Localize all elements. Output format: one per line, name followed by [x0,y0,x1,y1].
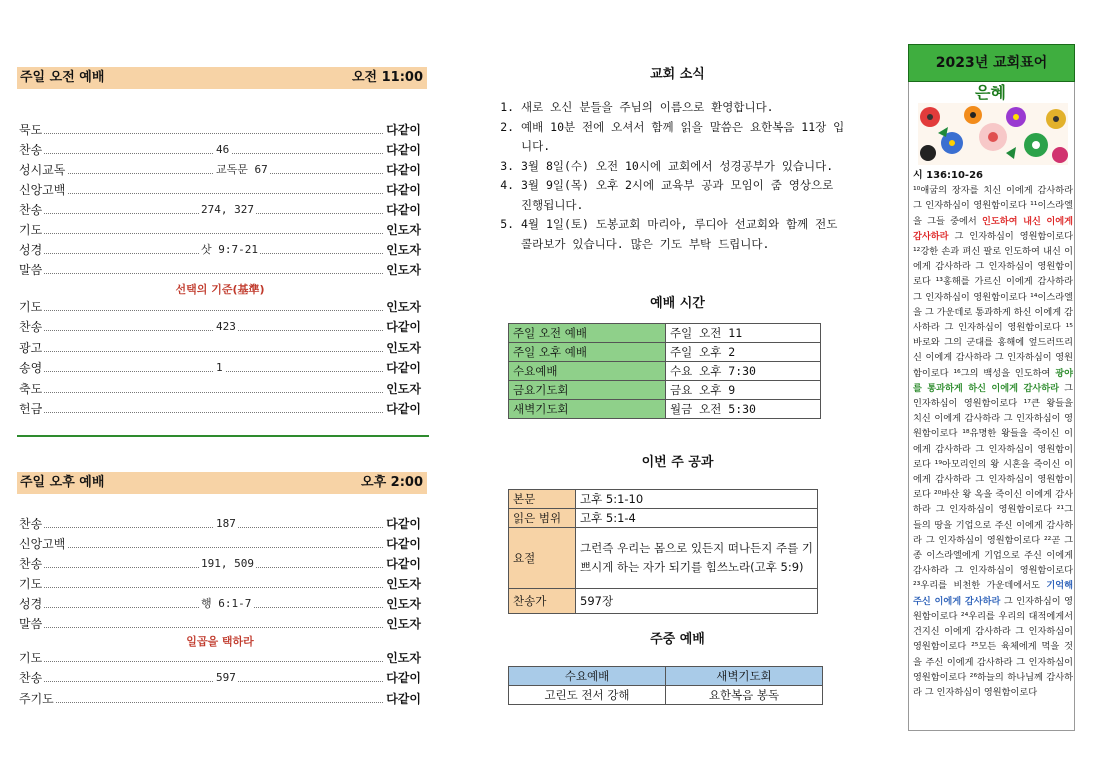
dot-leader [19,193,421,194]
worship-times-table [508,323,821,419]
afternoon-row [19,534,421,554]
order-item-name: 성시교독 [19,160,67,180]
afternoon-service-time: 오후 2:00 [361,475,423,490]
lesson-label: 요절 [509,528,576,589]
lesson-row [509,528,818,589]
psalm-highlight: 기억해 주신 이에게 감사하라 [913,580,1073,607]
time-label: 주일 오전 예배 [509,324,666,343]
morning-row [19,358,421,378]
afternoon-row [19,668,421,688]
morning-service-header [17,67,427,89]
order-item-leader: 인도자 [384,240,421,260]
order-item-name: 기도 [19,574,44,594]
lesson-title: 이번 주 공과 [641,455,714,470]
time-value: 금요 오후 9 [666,381,821,400]
lesson-row [509,490,818,509]
afternoon-row [19,574,421,594]
order-item-name: 묵도 [19,120,44,140]
order-item-leader: 다같이 [384,120,421,140]
lesson-label: 본문 [509,490,576,509]
morning-row [19,379,421,399]
order-item-leader: 다같이 [384,514,421,534]
order-item-name: 신앙고백 [19,180,67,200]
order-item-name: 찬송 [19,668,44,688]
section-divider [17,435,429,437]
news-list [505,98,850,254]
morning-row [19,180,421,200]
morning-row [19,200,421,220]
order-item-leader: 인도자 [384,220,421,240]
order-item-name: 찬송 [19,200,44,220]
order-item-leader: 다같이 [384,160,421,180]
order-item-detail: 187 [214,514,238,534]
morning-row [19,297,421,317]
flower-illustration [918,103,1068,165]
morning-service-time: 오전 11:00 [351,70,423,85]
lesson-table [508,489,818,614]
order-item-leader: 다같이 [384,140,421,160]
psalm-reference: 시 136:10-26 [913,170,983,181]
time-row [509,343,821,362]
order-item-detail: 46 [214,140,231,160]
time-row [509,400,821,419]
weekday-head-dawn: 새벽기도회 [666,667,823,686]
order-item-leader: 인도자 [384,379,421,399]
dot-leader [19,310,421,311]
order-item-name: 성경 [19,240,44,260]
order-item-leader: 다같이 [384,180,421,200]
dot-leader [19,392,421,393]
order-item-name: 찬송 [19,140,44,160]
lesson-value: 597장 [576,589,818,614]
order-item-leader: 인도자 [384,338,421,358]
motto-word: 은혜 [975,83,1006,102]
lesson-label: 찬송가 [509,589,576,614]
order-item-leader: 다같이 [384,200,421,220]
dot-leader [19,661,421,662]
afternoon-sermon-title: 일곱을 택하라 [186,635,254,648]
order-item-detail: 597 [214,668,238,688]
psalm-segment: ¹⁰애굽의 장자를 치신 이에게 감사하라 그 인자하심이 영원함이로다 ¹¹이스라엘을 그들 중에서 [913,185,1073,227]
weekday-body-wed: 고린도 전서 강해 [509,686,666,705]
dot-leader [19,233,421,234]
order-item-leader: 다같이 [384,358,421,378]
morning-row [19,240,421,260]
afternoon-row [19,689,421,709]
time-label: 금요기도회 [509,381,666,400]
morning-row [19,140,421,160]
afternoon-row [19,614,421,634]
morning-row [19,120,421,140]
order-item-name: 기도 [19,220,44,240]
order-item-leader: 다같이 [384,534,421,554]
time-label: 수요예배 [509,362,666,381]
time-row [509,324,821,343]
order-item-detail: 행 6:1-7 [199,594,253,614]
order-item-leader: 다같이 [384,317,421,337]
psalm-segment: 그 인자하심이 영원함이로다 ²⁴우리를 우리의 대적에게서 건지신 이에게 감사하라 그 인자하심이 영원함이로다 ²⁵모든 육체에게 먹을 것을 주신 이에게 감사하라 그 인자하심이 영원함이로다 ²⁶하늘의 하나님께 감사하라 그 인자하심이 영원함이로다 [913,595,1073,698]
morning-row [19,160,421,180]
order-item-leader: 인도자 [384,260,421,280]
order-item-name: 주기도 [19,689,56,709]
news-item: 5. 4월 1일(토) 도봉교회 마리아, 루디아 선교회와 함께 전도 콜라보가 있습니다. 많은 기도 부탁 드립니다. [521,215,850,254]
news-item: 2. 예배 10분 전에 오셔서 함께 읽을 말씀은 요한복음 11장 입니다. [521,118,850,157]
order-item-leader: 다같이 [384,668,421,688]
time-row [509,381,821,400]
dot-leader [19,351,421,352]
dot-leader [19,273,421,274]
weekday-head-wed: 수요예배 [509,667,666,686]
afternoon-row [19,594,421,614]
psalm-segment: 그 인자하심이 영원함이로다 ¹⁷큰 왕들을 치신 이에게 감사하라 그 인자하심이 영원함이로다 ¹⁸유명한 왕들을 죽이신 이에게 감사하라 그 인자하심이 영원함이로다 ¹⁹아모리인의 왕 시혼을 죽이신 이에게 감사하라 그 인자하심이 영원함이로다 ²⁰바산 왕 옥을 죽이신 이에게 감사하라 그 인자하심이 영원함이로다 ²¹그들의 땅을 기업으로 주신 이에게 감사하라 그 인자하심이 영원함이로다 ²²곧 그 종 이스라엘에게 기업으로 주신 이에게 감사하라 그 인자하심이 영원함이로다 ²³우리를 비천한 가운데에서도 [913,382,1074,592]
dot-leader [19,133,421,134]
dot-leader [19,547,421,548]
weekday-table [508,666,823,705]
motto-title: 2023년 교회표어 [908,44,1075,82]
lesson-label: 읽은 범위 [509,509,576,528]
order-item-leader: 인도자 [384,594,421,614]
order-item-name: 찬송 [19,514,44,534]
order-item-leader: 다같이 [384,689,421,709]
order-item-name: 광고 [19,338,44,358]
order-item-leader: 인도자 [384,614,421,634]
time-label: 새벽기도회 [509,400,666,419]
news-item: 3. 3월 8일(수) 오전 10시에 교회에서 성경공부가 있습니다. [521,157,850,177]
time-row [509,362,821,381]
time-value: 주일 오후 2 [666,343,821,362]
order-item-detail: 교독문 67 [214,160,270,180]
dot-leader [19,627,421,628]
order-item-name: 말씀 [19,614,44,634]
order-item-leader: 인도자 [384,574,421,594]
weekday-title: 주중 예배 [650,632,705,647]
afternoon-service-title: 주일 오후 예배 [20,475,105,490]
morning-service-title: 주일 오전 예배 [20,70,105,85]
afternoon-service-header [17,472,427,494]
lesson-row [509,509,818,528]
morning-row [19,260,421,280]
news-item: 1. 새로 오신 분들을 주님의 이름으로 환영합니다. [521,98,850,118]
news-item: 4. 3월 9일(목) 오후 2시에 교육부 공과 모임이 줌 영상으로 진행됩니다. [521,176,850,215]
psalm-highlight: 광야를 통과하게 하신 이에게 감사하라 [913,367,1073,394]
order-item-leader: 인도자 [384,297,421,317]
order-item-name: 송영 [19,358,44,378]
order-item-detail: 274, 327 [199,200,256,220]
psalm-segment: 그 인자하심이 영원함이로다 ¹²강한 손과 펴신 팔로 인도하여 내신 이에게 감사하라 그 인자하심이 영원함이로다 ¹³홍해를 가르신 이에게 감사하라 그 인자하심이 영원함이로다 ¹⁴이스라엘을 그 가운데로 통과하게 하신 이에게 감사하라 그 인자하심이 영원함이로다 ¹⁵바로와 그의 군대를 홍해에 엎드러뜨리신 이에게 감사하라 그 인자하심이 영원함이로다 ¹⁶그의 백성을 인도하여 [913,230,1073,379]
afternoon-row [19,648,421,668]
lesson-value: 그런즉 우리는 몸으로 있든지 떠나든지 주를 기쁘시게 하는 자가 되기를 힘쓰노라(고후 5:9) [576,528,818,589]
order-item-name: 축도 [19,379,44,399]
lesson-value: 고후 5:1-4 [576,509,818,528]
news-title: 교회 소식 [650,67,705,82]
lesson-row [509,589,818,614]
order-item-detail: 삿 9:7-21 [199,240,260,260]
order-item-name: 기도 [19,297,44,317]
time-value: 월금 오전 5:30 [666,400,821,419]
order-item-leader: 인도자 [384,648,421,668]
dot-leader [19,702,421,703]
order-item-name: 헌금 [19,399,44,419]
order-item-detail: 423 [214,317,238,337]
order-item-name: 찬송 [19,317,44,337]
lesson-value: 고후 5:1-10 [576,490,818,509]
morning-row [19,317,421,337]
dot-leader [19,587,421,588]
order-item-detail: 191, 509 [199,554,256,574]
order-item-name: 신앙고백 [19,534,67,554]
time-label: 주일 오후 예배 [509,343,666,362]
order-item-leader: 다같이 [384,554,421,574]
morning-row [19,220,421,240]
afternoon-row [19,514,421,534]
dot-leader [19,412,421,413]
morning-row [19,338,421,358]
weekday-body-dawn: 요한복음 봉독 [666,686,823,705]
time-value: 수요 오후 7:30 [666,362,821,381]
order-item-name: 성경 [19,594,44,614]
order-item-name: 찬송 [19,554,44,574]
psalm-highlight: 인도하여 내신 이에게 감사하라 [913,215,1074,242]
times-title: 예배 시간 [650,296,705,311]
order-item-leader: 다같이 [384,399,421,419]
morning-row [19,399,421,419]
order-item-name: 말씀 [19,260,44,280]
order-item-detail: 1 [214,358,225,378]
psalm-text [913,168,1073,700]
morning-sermon-title: 선택의 기준(基準) [175,283,265,296]
afternoon-row [19,554,421,574]
order-item-name: 기도 [19,648,44,668]
time-value: 주일 오전 11 [666,324,821,343]
